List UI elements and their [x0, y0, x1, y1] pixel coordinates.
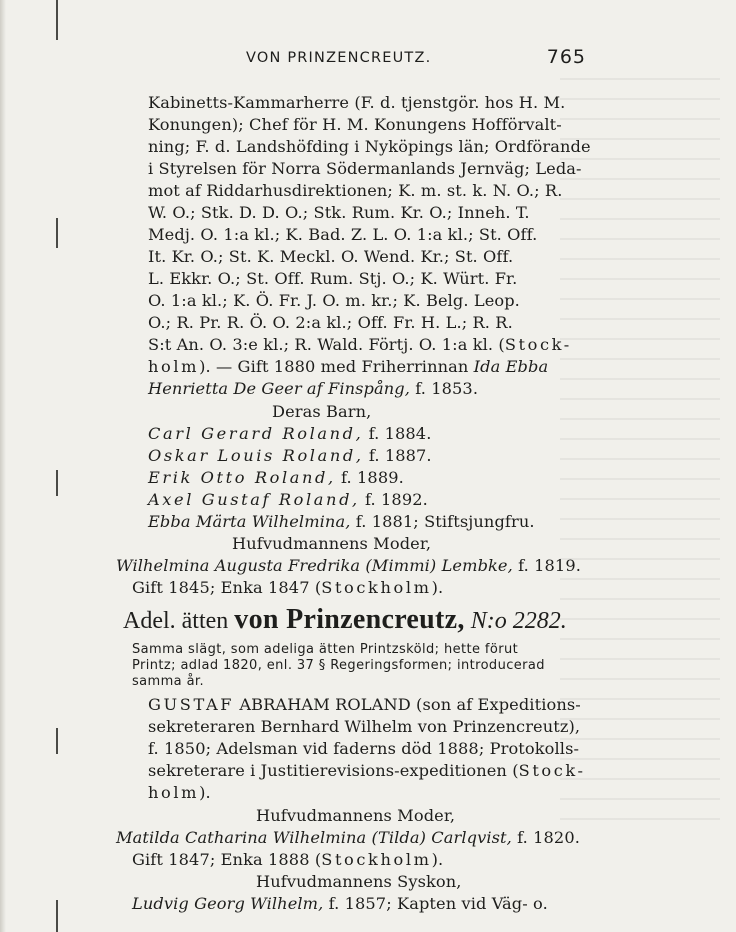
running-head: VON PRINZENCREUTZ. [246, 50, 432, 66]
child-line: Oskar Louis Roland, f. 1887. [148, 446, 432, 465]
text-line: Kabinetts-Kammarherre (F. d. tjenstgör. hos H. M. [148, 93, 566, 112]
text-line: holm). — Gift 1880 med Friherrinnan Ida Ebba [148, 357, 549, 376]
mother-line: Matilda Catharina Wilhelmina (Tilda) Carlqvist, f. 1820. [116, 828, 580, 847]
family-note: samma år. [132, 674, 205, 689]
text-line: S:t An. O. 3:e kl.; R. Wald. Förtj. O. 1:a kl. (Stock- [148, 335, 572, 354]
text-line: f. 1850; Adelsman vid faderns död 1888; Protokolls- [148, 739, 580, 758]
text-line: Medj. O. 1:a kl.; K. Bad. Z. L. O. 1:a kl.; St. Off. [148, 225, 538, 244]
bleed-through [560, 60, 720, 820]
siblings-heading: Hufvudmannens Syskon, [256, 872, 462, 891]
text-line: O. 1:a kl.; K. Ö. Fr. J. O. m. kr.; K. Belg. Leop. [148, 291, 520, 310]
text-line: sekreterare i Justitierevisions-expeditionen (Stock- [148, 761, 586, 780]
child-line: Ebba Märta Wilhelmina, f. 1881; Stiftsjungfru. [148, 512, 535, 531]
family-note: Printz; adlad 1820, enl. 37 § Regeringsformen; introducerad [132, 658, 545, 673]
mother-heading: Hufvudmannens Moder, [232, 534, 432, 553]
family-heading: Adel. ätten von Prinzencreutz, N:o 2282. [123, 604, 567, 635]
mother-line: Gift 1847; Enka 1888 (Stockholm). [132, 850, 444, 869]
mother-line: Gift 1845; Enka 1847 (Stockholm). [132, 578, 444, 597]
mother-heading: Hufvudmannens Moder, [256, 806, 456, 825]
child-line: Carl Gerard Roland, f. 1884. [148, 424, 432, 443]
text-line: Konungen); Chef för H. M. Konungens Hofförvalt- [148, 115, 562, 134]
text-line: holm). [148, 783, 211, 802]
text-line: i Styrelsen för Norra Södermanlands Jernväg; Leda- [148, 159, 582, 178]
text-line: L. Ekkr. O.; St. Off. Rum. Stj. O.; K. Würt. Fr. [148, 269, 518, 288]
family-note: Samma slägt, som adeliga ätten Printzsköld; hette förut [132, 642, 519, 657]
binding-marks [56, 0, 66, 932]
text-line: ning; F. d. Landshöfding i Nyköpings län; Ordförande [148, 137, 591, 156]
page-edge [0, 0, 6, 932]
text-line: Henrietta De Geer af Finspång, f. 1853. [148, 379, 479, 398]
sibling-line: Ludvig Georg Wilhelm, f. 1857; Kapten vid Väg- o. [132, 894, 548, 913]
mother-line: Wilhelmina Augusta Fredrika (Mimmi) Lembke, f. 1819. [116, 556, 581, 575]
page-number: 765 [546, 46, 586, 68]
text-line: O.; R. Pr. R. Ö. O. 2:a kl.; Off. Fr. H. L.; R. R. [148, 313, 513, 332]
child-line: Axel Gustaf Roland, f. 1892. [148, 490, 428, 509]
child-line: Erik Otto Roland, f. 1889. [148, 468, 404, 487]
text-line: It. Kr. O.; St. K. Meckl. O. Wend. Kr.; St. Off. [148, 247, 514, 266]
text-line: sekreteraren Bernhard Wilhelm von Prinzencreutz), [148, 717, 581, 736]
text-line: W. O.; Stk. D. D. O.; Stk. Rum. Kr. O.; Inneh. T. [148, 203, 530, 222]
text-line: mot af Riddarhusdirektionen; K. m. st. k. N. O.; R. [148, 181, 563, 200]
children-heading: Deras Barn, [272, 402, 372, 421]
text-line: GUSTAF ABRAHAM ROLAND (son af Expeditions- [148, 695, 581, 714]
